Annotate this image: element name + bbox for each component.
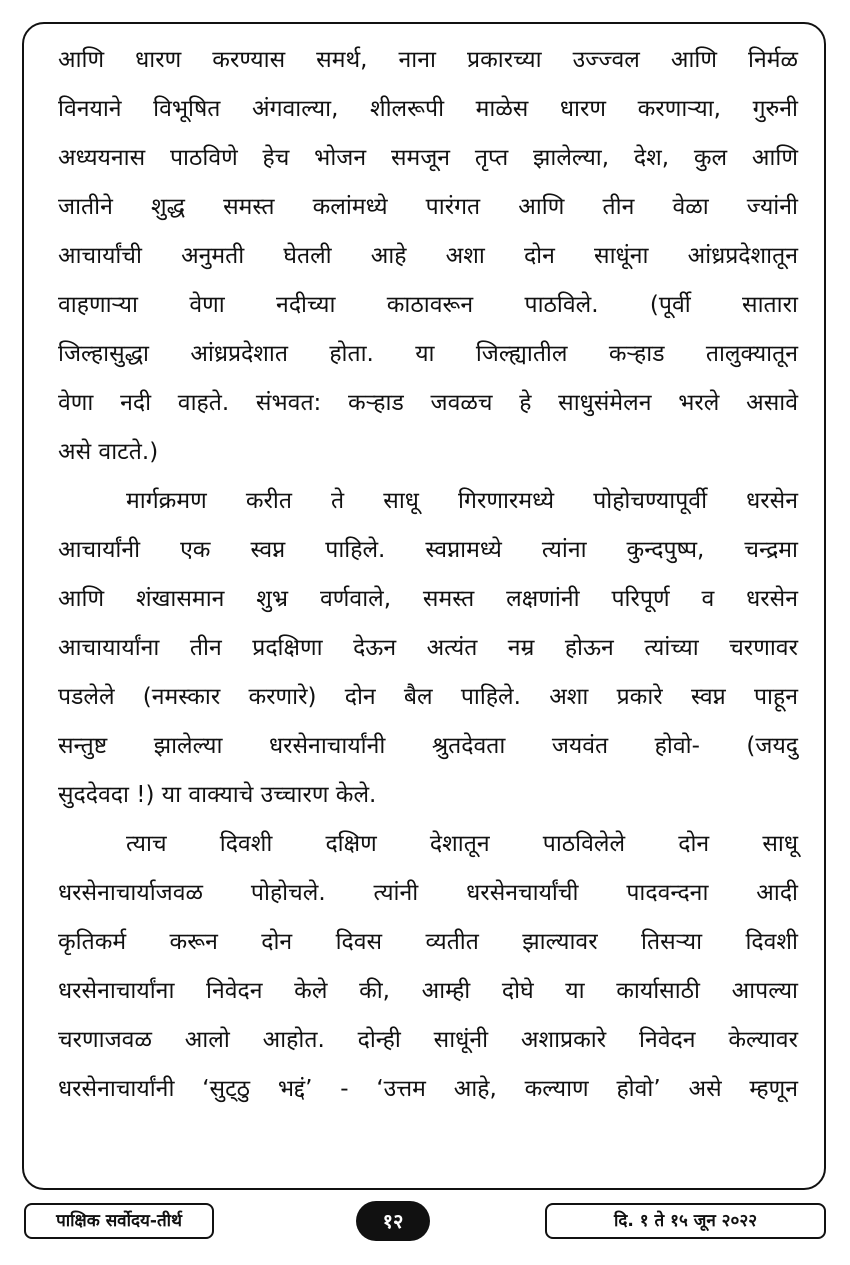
- text-line: कृतिकर्म करून दोन दिवस व्यतीत झाल्यावर तिसऱ्या दिवशी: [58, 929, 798, 955]
- text-line: आचार्यांची अनुमती घेतली आहे अशा दोन साधूंना आंध्रप्रदेशातून: [58, 243, 798, 269]
- text-line: सुददेवदा !) या वाक्याचे उच्चारण केले.: [58, 782, 377, 808]
- text-line: वाहणाऱ्या वेणा नदीच्या काठावरून पाठविले. (पूर्वी सातारा: [58, 292, 798, 318]
- text-line: जातीने शुद्ध समस्त कलांमध्ये पारंगत आणि तीन वेळा ज्यांनी: [58, 194, 798, 220]
- text-line: वेणा नदी वाहते. संभवत: कऱ्हाड जवळच हे साधुसंमेलन भरले असावे: [58, 390, 798, 416]
- text-line: पडलेले (नमस्कार करणारे) दोन बैल पाहिले. अशा प्रकारे स्वप्न पाहून: [58, 684, 798, 710]
- text-line: त्याच दिवशी दक्षिण देशातून पाठविलेले दोन साधू: [126, 831, 798, 857]
- text-line: आचार्यांनी एक स्वप्न पाहिले. स्वप्नामध्ये त्यांना कुन्दपुष्प, चन्द्रमा: [58, 537, 798, 563]
- text-line: धरसेनाचार्यांनी ‘सुट्‌ठु भद्दं’ - ‘उत्तम आहे, कल्याण होवो’ असे म्हणून: [58, 1076, 798, 1102]
- text-line: मार्गक्रमण करीत ते साधू गिरणारमध्ये पोहोचण्यापूर्वी धरसेन: [126, 488, 798, 514]
- text-line: आणि शंखासमान शुभ्र वर्णवाले, समस्त लक्षणांनी परिपूर्ण व धरसेन: [58, 586, 798, 612]
- text-line: चरणाजवळ आलो आहोत. दोन्ही साधूंनी अशाप्रकारे निवेदन केल्यावर: [58, 1027, 798, 1053]
- text-line: धरसेनाचार्यांना निवेदन केले की, आम्ही दोघे या कार्यासाठी आपल्या: [58, 978, 798, 1004]
- text-line: सन्तुष्ट झालेल्या धरसेनाचार्यांनी श्रुतदेवता जयवंत होवो- (जयदु: [58, 733, 798, 759]
- text-line: जिल्हासुद्धा आंध्रप्रदेशात होता. या जिल्ह्यातील कऱ्हाड तालुक्यातून: [58, 341, 798, 367]
- publication-name-box: पाक्षिक सर्वोदय-तीर्थ: [24, 1203, 214, 1239]
- text-line: धरसेनाचार्याजवळ पोहोचले. त्यांनी धरसेनचार्यांची पादवन्दना आदी: [58, 880, 798, 906]
- text-line: आचायार्यांना तीन प्रदक्षिणा देऊन अत्यंत नम्र होऊन त्यांच्या चरणावर: [58, 635, 798, 661]
- page-number-badge: १२: [356, 1201, 430, 1241]
- text-line: असे वाटते.): [58, 439, 159, 465]
- text-line: विनयाने विभूषित अंगवाल्या, शीलरूपी माळेस धारण करणाऱ्या, गुरुनी: [58, 96, 798, 122]
- text-line: आणि धारण करण्यास समर्थ, नाना प्रकारच्या उज्ज्वल आणि निर्मळ: [58, 47, 798, 73]
- text-line: अध्ययनास पाठविणे हेच भोजन समजून तृप्त झालेल्या, देश, कुल आणि: [58, 145, 798, 171]
- page-body-text: [58, 36, 798, 1114]
- issue-date-box: दि. १ ते १५ जून २०२२: [545, 1203, 826, 1239]
